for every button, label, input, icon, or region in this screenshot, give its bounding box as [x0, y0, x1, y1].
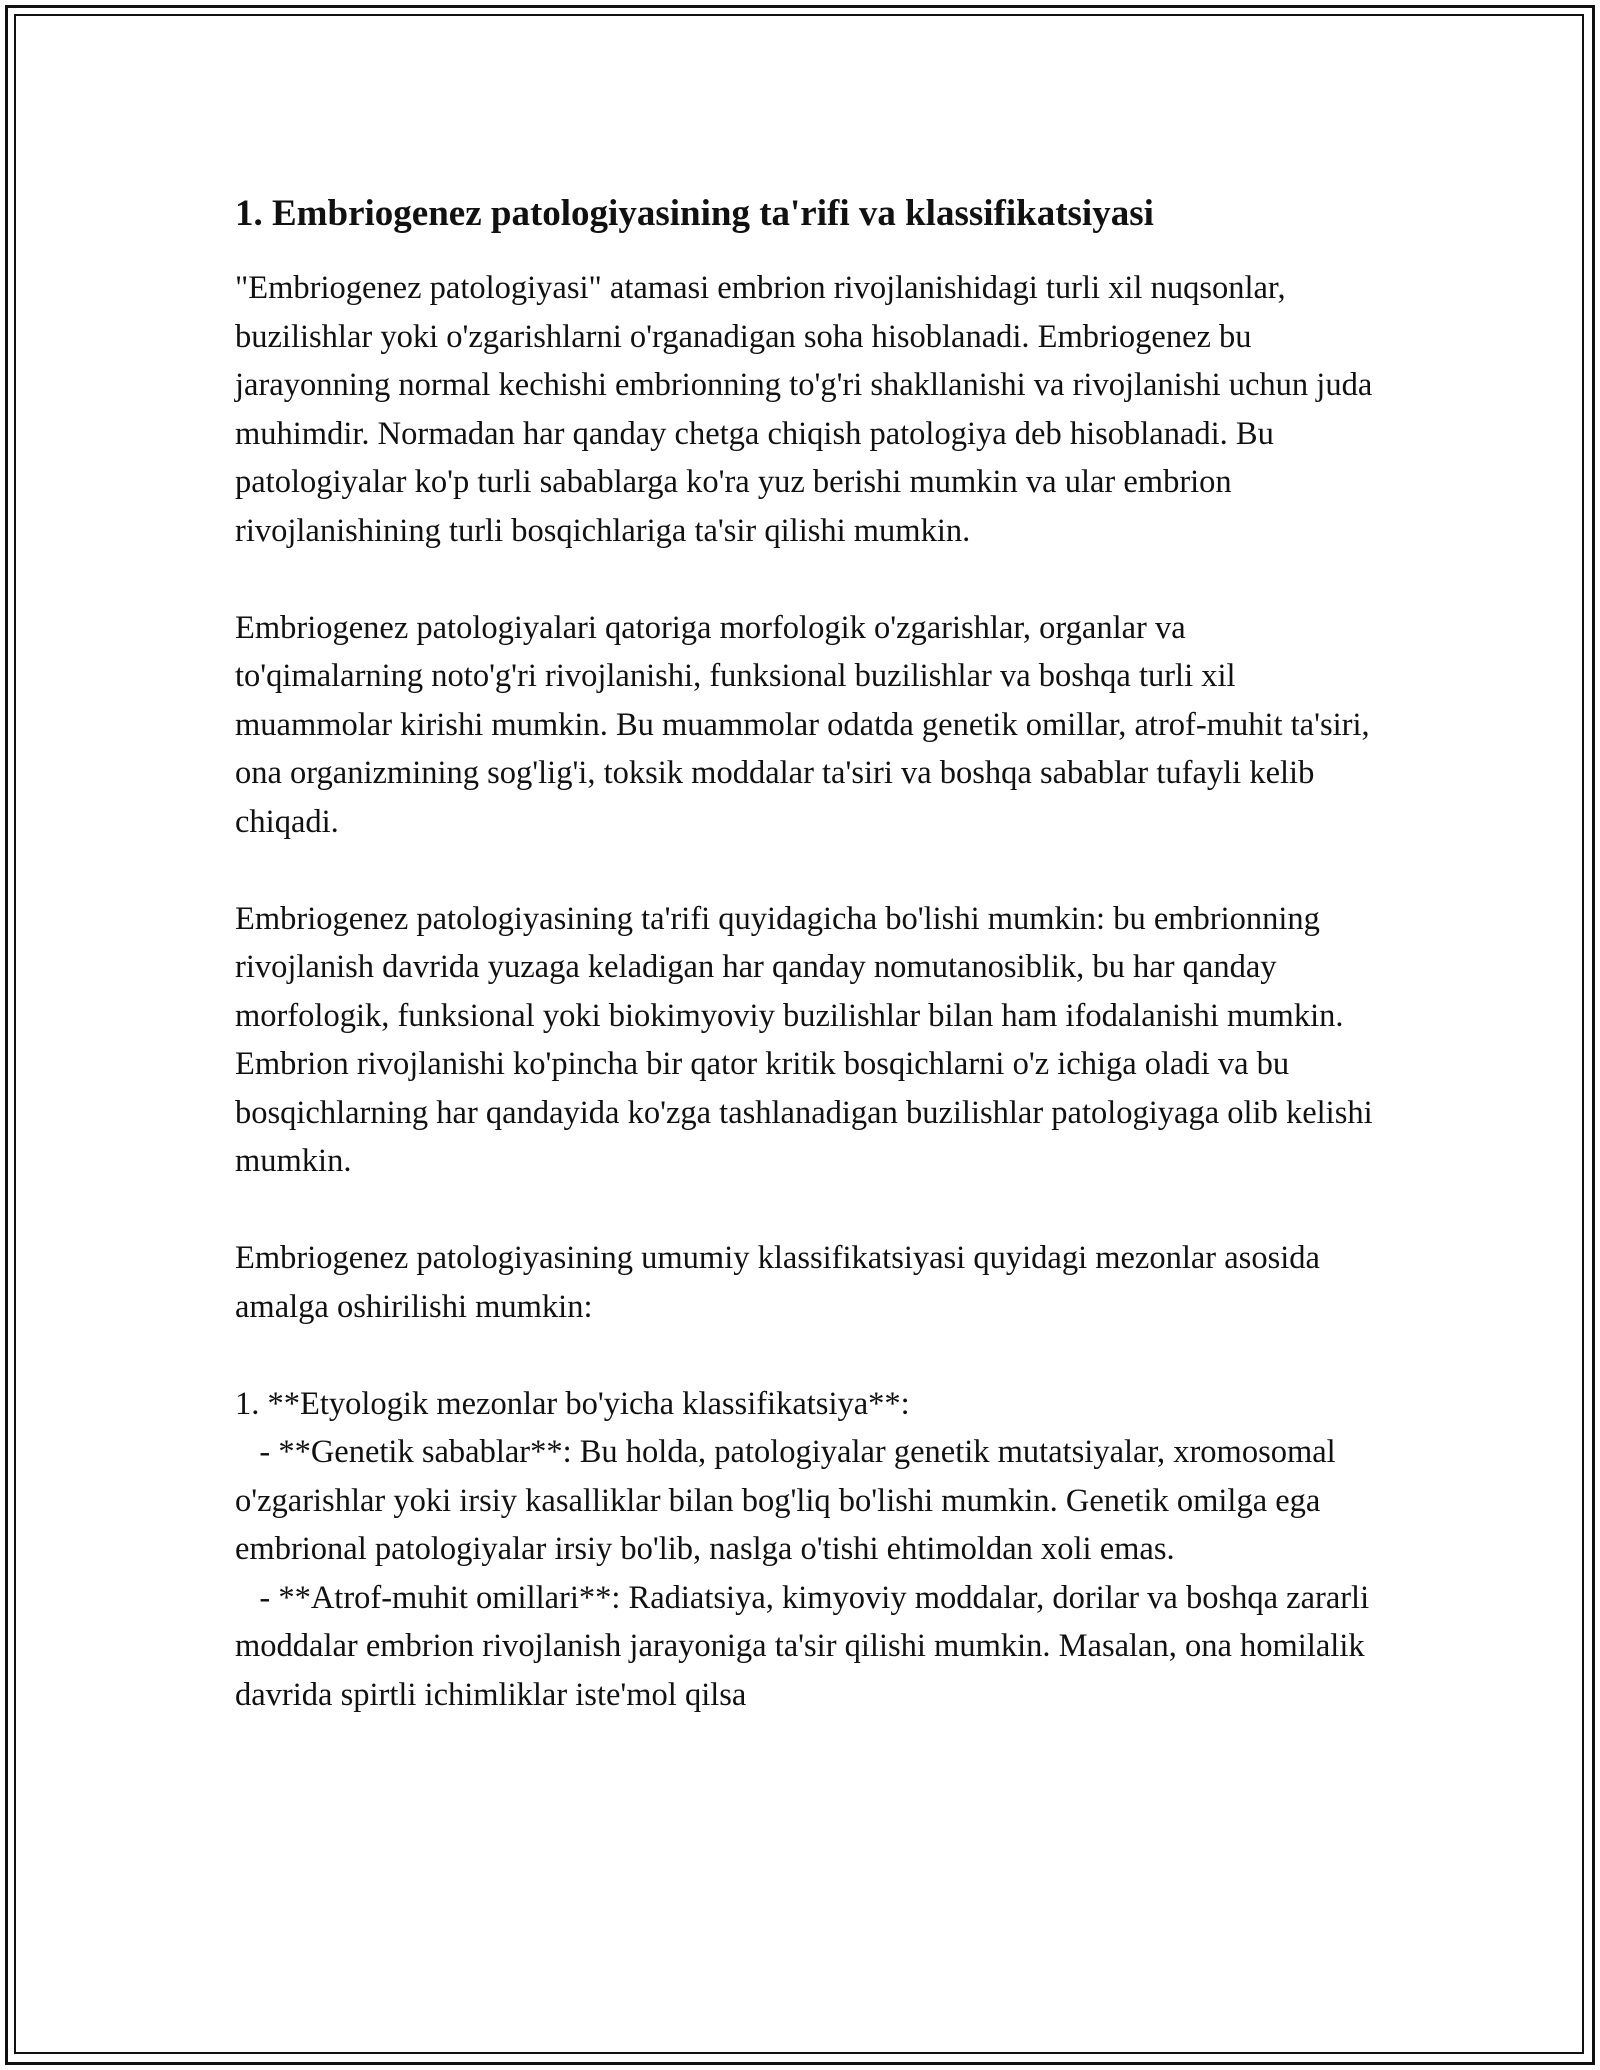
- list-subitem-environment: - **Atrof-muhit omillari**: Radiatsiya, kimyoviy moddalar, dorilar va boshqa zararli moddalar embrion rivojlanish jarayoniga ta'sir qilishi mumkin. Masalan, ona homilalik davrida spirtli ichimliklar iste'mol qilsa: [235, 1579, 1378, 1713]
- paragraph-2: Embriogenez patologiyalari qatoriga morfologik o'zgarishlar, organlar va to'qimalarning noto'g'ri rivojlanishi, funksional buzilishlar va boshqa turli xil muammolar kirishi mumkin. Bu muammolar odatda genetik omillar, atrof-muhit ta'siri, ona organizmining sog'lig'i, toksik moddalar ta'siri va boshqa sabablar tufayli kelib chiqadi.: [235, 609, 1378, 840]
- list-item-1-title: 1. **Etyologik mezonlar bo'yicha klassifikatsiya**:: [235, 1385, 910, 1422]
- paragraph-1: "Embriogenez patologiyasi" atamasi embrion rivojlanishidagi turli xil nuqsonlar, buzilishlar yoki o'zgarishlarni o'rganadigan soha hisoblanadi. Embriogenez bu jarayonning normal kechishi embrionning to'g'ri shakllanishi va rivojlanishi uchun juda muhimdir. Normadan har qanday chetga chiqish patologiya deb hisoblanadi. Bu patologiyalar ko'p turli sabablarga ko'ra yuz berishi mumkin va ular embrion rivojlanishining turli bosqichlariga ta'sir qilishi mumkin.: [235, 270, 1381, 549]
- list-subitem-genetic: - **Genetik sabablar**: Bu holda, patologiyalar genetik mutatsiyalar, xromosomal o'zgarishlar yoki irsiy kasalliklar bilan bog'liq bo'lishi mumkin. Genetik omilga ega embrional patologiyalar irsiy bo'lib, naslga o'tishi ehtimoldan xoli emas.: [235, 1434, 1344, 1567]
- paragraph-gap: [235, 846, 1375, 895]
- paragraph-gap: [235, 555, 1375, 604]
- paragraph-3: Embriogenez patologiyasining ta'rifi quyidagicha bo'lishi mumkin: bu embrionning rivojlanish davrida yuzaga keladigan har qanday nomutanosiblik, bu har qanday morfologik, funksional yoki biokimyoviy buzilishlar bilan ham ifodalanishi mumkin. Embrion rivojlanishi ko'pincha bir qator kritik bosqichlarni o'z ichiga oladi va bu bosqichlarning har qandayida ko'zga tashlanadigan buzilishlar patologiyaga olib kelishi mumkin.: [235, 900, 1381, 1179]
- paragraph-gap: [235, 1186, 1375, 1235]
- document-body: [235, 186, 1381, 1719]
- paragraph-gap: [235, 1331, 1375, 1380]
- section-heading: 1. Embriogenez patologiyasining ta'rifi va klassifikatsiyasi: [235, 193, 1154, 234]
- paragraph-4: Embriogenez patologiyasining umumiy klassifikatsiyasi quyidagi mezonlar asosida amalga oshirilishi mumkin:: [235, 1240, 1329, 1325]
